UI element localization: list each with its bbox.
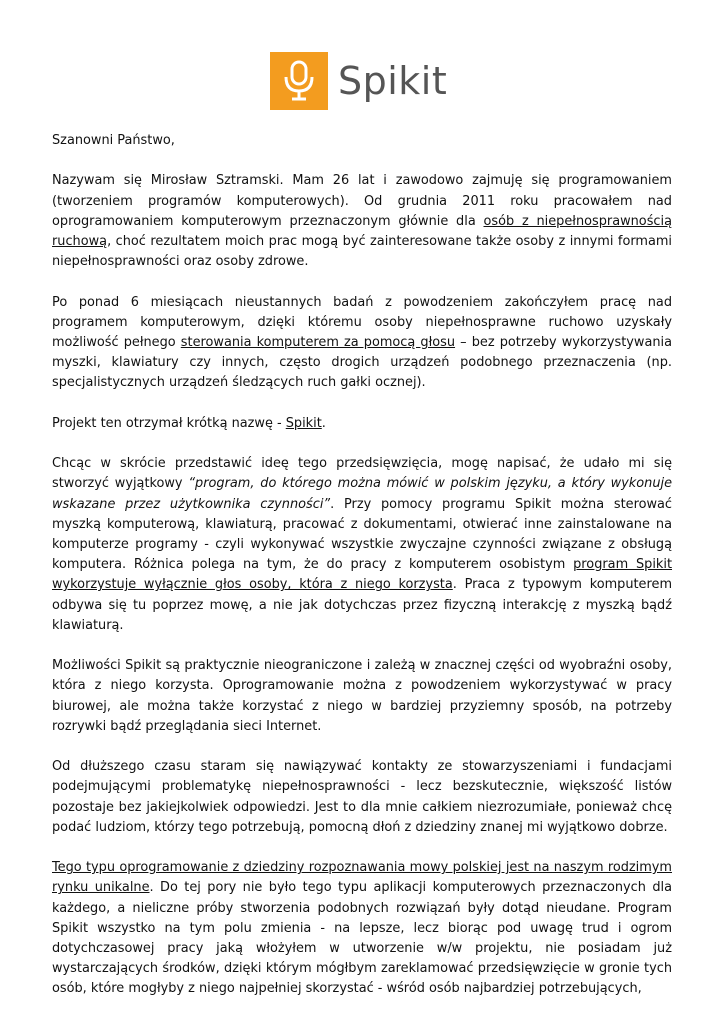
text: Projekt ten otrzymał krótką nazwę -	[52, 415, 286, 431]
spikit-logo	[270, 51, 447, 111]
paragraph-idea	[52, 454, 672, 636]
highlight-voice-only: program Spikit wykorzystuje wyłącznie głos osoby, która z niego korzysta	[52, 557, 673, 593]
highlight-target-group: osób z niepełnosprawnością ruchową	[52, 213, 672, 249]
greeting: Szanowni Państwo,	[52, 133, 175, 148]
logo-tile	[270, 52, 328, 110]
letter-body	[52, 131, 672, 1020]
paragraph-achievement	[52, 293, 672, 394]
text: . Praca z typowym komputerem odbywa się tu poprzez mowę, a nie jak dotychczas przez fizyczną interakcję z myszką bądź klawiaturą.	[52, 577, 672, 633]
microphone-icon	[282, 60, 316, 102]
logo-name: Spikit	[338, 59, 448, 103]
paragraph-unique	[52, 858, 672, 999]
paragraph-contacts: Od dłuższego czasu staram się nawiązywać kontakty ze stowarzyszeniami i fundacjami podejmującymi problematykę niepełnosprawności - lecz bezskutecznie, większość listów pozostaje bez jakiejkolwiek odpowiedzi. Jest to dla mnie całkiem niezrozumiałe, ponieważ chcę podać ludziom, którzy tego potrzebują, pomocną dłoń z dziedziny znanej mi wyjątkowo dobrze.	[52, 759, 672, 835]
paragraph-possibilities: Możliwości Spikit są praktycznie nieograniczone i zależą w znacznej części od wyobraźni osoby, która z niego korzysta. Oprogramowanie można z powodzeniem wykorzystywać w pracy biurowej, ale można także korzystać z niego w bardziej przyziemny sposób, na potrzeby rozrywki bądź przeglądania sieci Internet.	[52, 658, 672, 734]
text: Chcąc w skrócie przedstawić ideę tego przedsięwzięcia, mogę napisać, że udało mi się stworzyć wyjątkowy	[52, 456, 672, 492]
paragraph-intro	[52, 171, 672, 272]
text: Po ponad 6 miesiącach nieustannych badań z powodzeniem zakończyłem pracę nad programem komputerowym, dzięki któremu osoby niepełnosprawne ruchowo uzyskały możliwość pełnego	[52, 294, 672, 350]
text: . Przy pomocy programu Spikit można sterować myszką komputerową, klawiaturą, pracować z dokumentami, otwierać inne zainstalowane na komputerze programy - czyli wykonywać wszystkie zwyczajne czynności związane z obsługą komputera. Różnica polega na tym, że do pracy z komputerem osobistym	[52, 496, 673, 573]
text: , choć rezultatem moich prac mogą być zainteresowane także osoby z innymi formami niepełnosprawności oraz osoby zdrowe.	[52, 234, 672, 270]
highlight-spikit: Spikit	[285, 415, 322, 431]
quote: “program, do którego można mówić w polskim języku, a który wykonuje wskazane przez użytkownika czynności”	[52, 476, 673, 512]
text: – bez potrzeby wykorzystywania myszki, klawiatury czy innych, często drogich urządzeń podobnego przeznaczenia (np. specjalistycznych urządzeń śledzących ruch gałki ocznej).	[52, 335, 672, 391]
text: Nazywam się Mirosław Sztramski. Mam 26 lat i zawodowo zajmuję się programowaniem (tworzeniem programów komputerowych). Od grudnia 2011 roku pracowałem nad oprogramowaniem komputerowym przeznaczonym głównie dla	[52, 173, 672, 229]
highlight-unique: Tego typu oprogramowanie z dziedziny rozpoznawania mowy polskiej jest na naszym rodzimym rynku unikalne	[52, 860, 672, 896]
highlight-voice-control: sterowania komputerem za pomocą głosu	[180, 335, 456, 350]
text: . Do tej pory nie było tego typu aplikacji komputerowych przeznaczonych dla każdego, a nieliczne próby stworzenia podobnych rozwiązań były dotąd nieudane. Program Spikit wszystko na tym polu zmienia - na lepsze, lecz biorąc pod uwagę trud i ogrom dotychczasowej pracy jaką włożyłem w utworzenie w/w projektu, nie posiadam już wystarczających środków, dzięki którym mógłbym zareklamować przedsięwzięcie w gronie tych osób, które mogłyby z niego najpełniej skorzystać - wśród osób najbardziej potrzebujących,	[52, 880, 673, 997]
paragraph-project-name	[52, 414, 672, 434]
text: .	[321, 415, 326, 431]
